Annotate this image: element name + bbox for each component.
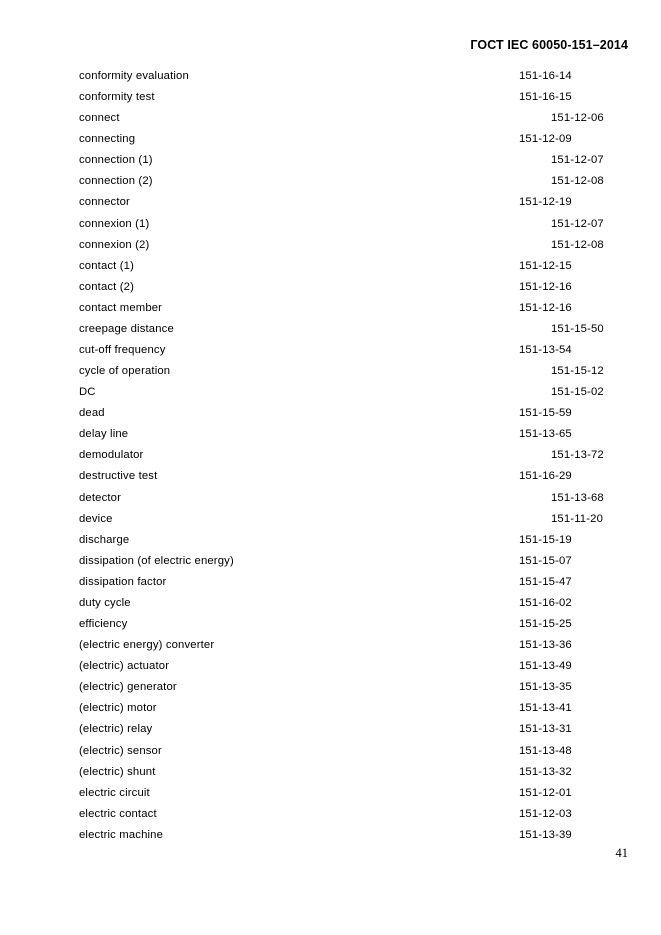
term-index-list [79,66,619,846]
index-term: connection (1) [79,154,153,167]
index-code: 151-12-08 [551,175,604,188]
index-code: 151-12-16 [519,301,572,314]
index-code: 151-13-48 [519,744,572,757]
index-term: (electric) actuator [79,660,170,673]
index-term: contact (2) [79,280,135,293]
index-code: 151-13-31 [519,723,572,736]
index-code: 151-16-15 [519,91,572,104]
index-entry [79,488,619,509]
index-entry [79,66,619,87]
index-entry [79,150,619,171]
index-term: electric circuit [79,786,150,799]
index-term: cycle of operation [79,365,171,378]
index-code: 151-16-29 [519,470,572,483]
index-code: 151-12-01 [519,786,572,799]
index-term: dead [79,407,105,420]
index-code: 151-15-59 [519,407,572,420]
index-code: 151-12-15 [519,259,572,272]
index-code: 151-15-19 [519,533,572,546]
index-term: efficiency [79,618,128,631]
index-term: (electric) sensor [79,744,162,757]
index-code: 151-11-20 [551,512,604,525]
index-code: 151-13-36 [519,639,572,652]
index-entry [79,656,619,677]
index-term: (electric) shunt [79,765,156,778]
index-entry [79,530,619,551]
index-entry [79,235,619,256]
index-code: 151-15-12 [551,365,604,378]
index-code: 151-13-54 [519,344,572,357]
index-entry [79,192,619,213]
index-entry [79,593,619,614]
index-entry [79,256,619,277]
index-term: cut-off frequency [79,344,166,357]
index-code: 151-15-25 [519,618,572,631]
index-term: connexion (1) [79,217,150,230]
index-entry [79,783,619,804]
index-entry [79,677,619,698]
index-entry [79,635,619,656]
index-entry [79,804,619,825]
index-code: 151-13-72 [551,449,604,462]
index-entry [79,214,619,235]
index-term: connexion (2) [79,238,150,251]
index-code: 151-13-39 [519,828,572,841]
index-entry [79,741,619,762]
index-code: 151-15-07 [519,554,572,567]
index-code: 151-13-49 [519,660,572,673]
index-term: creepage distance [79,322,174,335]
index-term: destructive test [79,470,158,483]
index-code: 151-13-35 [519,681,572,694]
index-term: demodulator [79,449,144,462]
index-term: electric machine [79,828,164,841]
index-term: (electric) motor [79,702,157,715]
index-entry [79,825,619,846]
index-term: electric contact [79,807,157,820]
index-code: 151-13-68 [551,491,604,504]
index-term: dissipation (of electric energy) [79,554,234,567]
index-code: 151-12-08 [551,238,604,251]
index-term: DC [79,386,96,399]
index-code: 151-15-50 [551,322,604,335]
index-code: 151-12-06 [551,112,604,125]
index-entry [79,277,619,298]
index-term: connecting [79,133,136,146]
index-code: 151-12-07 [551,154,604,167]
index-term: delay line [79,428,129,441]
index-entry [79,614,619,635]
index-code: 151-12-07 [551,217,604,230]
index-entry [79,551,619,572]
index-code: 151-16-02 [519,596,572,609]
index-term: (electric) generator [79,681,177,694]
index-code: 151-13-32 [519,765,572,778]
index-term: detector [79,491,122,504]
index-term: contact member [79,301,163,314]
index-entry [79,572,619,593]
page-number: 41 [615,846,628,860]
index-code: 151-15-02 [551,386,604,399]
index-term: conformity evaluation [79,70,189,82]
index-term: (electric energy) converter [79,639,215,652]
index-term: connect [79,112,120,125]
index-code: 151-13-41 [519,702,572,715]
index-term: (electric) relay [79,723,153,736]
index-entry [79,298,619,319]
index-entry [79,698,619,719]
index-term: connector [79,196,130,209]
index-entry [79,340,619,361]
index-term: dissipation factor [79,575,167,588]
index-code: 151-16-14 [519,70,572,82]
index-code: 151-12-09 [519,133,572,146]
index-entry [79,382,619,403]
index-code: 151-13-65 [519,428,572,441]
index-code: 151-15-47 [519,575,572,588]
index-entry [79,445,619,466]
index-term: conformity test [79,91,155,104]
index-term: duty cycle [79,596,131,609]
index-entry [79,319,619,340]
index-term: connection (2) [79,175,153,188]
index-entry [79,466,619,487]
index-entry [79,108,619,129]
index-entry [79,129,619,150]
index-entry [79,719,619,740]
index-term: contact (1) [79,259,135,272]
index-entry [79,361,619,382]
index-code: 151-12-16 [519,280,572,293]
index-code: 151-12-19 [519,196,572,209]
index-entry [79,171,619,192]
index-entry [79,762,619,783]
index-term: device [79,512,113,525]
index-entry [79,509,619,530]
index-entry [79,87,619,108]
document-header: ГОСТ IEC 60050-151–2014 [470,38,628,52]
index-code: 151-12-03 [519,807,572,820]
index-entry [79,424,619,445]
index-entry [79,403,619,424]
index-term: discharge [79,533,130,546]
